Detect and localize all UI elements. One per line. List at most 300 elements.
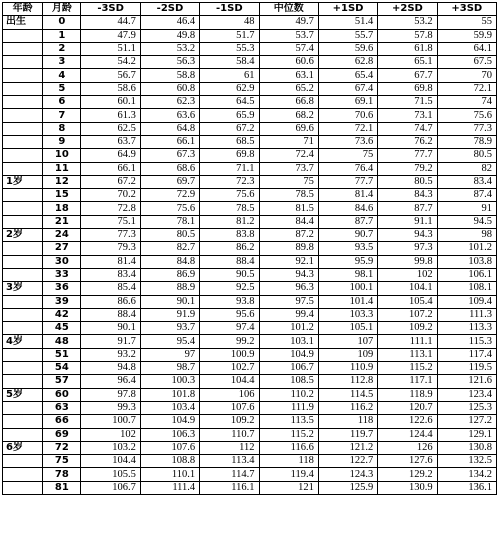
value-cell: 84.6 [318, 202, 377, 215]
value-cell: 106.1 [437, 268, 496, 281]
value-cell: 75.6 [140, 202, 199, 215]
value-cell: 56.3 [140, 56, 199, 69]
value-cell: 97.3 [378, 242, 437, 255]
value-cell: 46.4 [140, 16, 199, 29]
value-cell: 96.3 [259, 282, 318, 295]
value-cell: 125.3 [437, 401, 496, 414]
age-cell [3, 56, 43, 69]
value-cell: 106.7 [259, 362, 318, 375]
value-cell: 98.1 [318, 268, 377, 281]
table-row [3, 69, 497, 82]
value-cell: 86.2 [200, 242, 259, 255]
value-cell: 123.4 [437, 388, 496, 401]
value-cell: 75.6 [200, 189, 259, 202]
age-cell [3, 109, 43, 122]
value-cell: 112.8 [318, 375, 377, 388]
value-cell: 111.4 [140, 481, 199, 494]
value-cell: 104.4 [81, 455, 140, 468]
age-cell: 2岁 [3, 229, 43, 242]
header-minus-1sd: -1SD [200, 3, 259, 16]
value-cell: 60.1 [81, 96, 140, 109]
age-cell [3, 215, 43, 228]
value-cell: 75.6 [437, 109, 496, 122]
value-cell: 119.7 [318, 428, 377, 441]
month-cell: 69 [43, 428, 81, 441]
value-cell: 93.5 [318, 242, 377, 255]
value-cell: 93.8 [200, 295, 259, 308]
month-cell: 11 [43, 162, 81, 175]
header-plus-3sd: +3SD [437, 3, 496, 16]
value-cell: 106.7 [81, 481, 140, 494]
value-cell: 88.4 [81, 308, 140, 321]
age-cell: 6岁 [3, 441, 43, 454]
value-cell: 57.8 [378, 29, 437, 42]
value-cell: 72.1 [437, 82, 496, 95]
value-cell: 120.7 [378, 401, 437, 414]
age-cell [3, 362, 43, 375]
month-cell: 54 [43, 362, 81, 375]
value-cell: 99.8 [378, 255, 437, 268]
value-cell: 65.4 [318, 69, 377, 82]
value-cell: 92.5 [200, 282, 259, 295]
value-cell: 132.5 [437, 455, 496, 468]
value-cell: 72.1 [318, 122, 377, 135]
age-cell [3, 189, 43, 202]
value-cell: 69.1 [318, 96, 377, 109]
month-cell: 72 [43, 441, 81, 454]
value-cell: 77.7 [378, 149, 437, 162]
month-cell: 66 [43, 415, 81, 428]
value-cell: 48 [200, 16, 259, 29]
table-row [3, 268, 497, 281]
value-cell: 105.5 [81, 468, 140, 481]
month-cell: 63 [43, 401, 81, 414]
value-cell: 51.7 [200, 29, 259, 42]
age-cell [3, 162, 43, 175]
value-cell: 81.4 [81, 255, 140, 268]
value-cell: 103.8 [437, 255, 496, 268]
value-cell: 119.4 [259, 468, 318, 481]
value-cell: 105.4 [378, 295, 437, 308]
value-cell: 97.5 [259, 295, 318, 308]
value-cell: 75.1 [81, 215, 140, 228]
month-cell: 3 [43, 56, 81, 69]
value-cell: 64.9 [81, 149, 140, 162]
value-cell: 95.4 [140, 335, 199, 348]
value-cell: 99.2 [200, 335, 259, 348]
value-cell: 83.4 [437, 175, 496, 188]
table-row [3, 255, 497, 268]
value-cell: 101.4 [318, 295, 377, 308]
value-cell: 70.6 [318, 109, 377, 122]
table-row [3, 348, 497, 361]
value-cell: 110.2 [259, 388, 318, 401]
value-cell: 104.4 [200, 375, 259, 388]
table-row [3, 295, 497, 308]
value-cell: 134.2 [437, 468, 496, 481]
value-cell: 73.6 [318, 135, 377, 148]
value-cell: 73.7 [259, 162, 318, 175]
age-cell [3, 455, 43, 468]
value-cell: 127.2 [437, 415, 496, 428]
value-cell: 80.5 [140, 229, 199, 242]
value-cell: 77.3 [81, 229, 140, 242]
value-cell: 100.7 [81, 415, 140, 428]
age-cell [3, 149, 43, 162]
table-row [3, 415, 497, 428]
table-row [3, 162, 497, 175]
value-cell: 87.7 [318, 215, 377, 228]
value-cell: 44.7 [81, 16, 140, 29]
value-cell: 67.2 [81, 175, 140, 188]
month-cell: 51 [43, 348, 81, 361]
value-cell: 103.1 [259, 335, 318, 348]
month-cell: 45 [43, 322, 81, 335]
value-cell: 107.6 [200, 401, 259, 414]
value-cell: 81.2 [200, 215, 259, 228]
value-cell: 92.1 [259, 255, 318, 268]
table-row [3, 242, 497, 255]
month-cell: 78 [43, 468, 81, 481]
value-cell: 84.8 [140, 255, 199, 268]
value-cell: 116.6 [259, 441, 318, 454]
value-cell: 122.7 [318, 455, 377, 468]
value-cell: 90.1 [140, 295, 199, 308]
value-cell: 69.7 [140, 175, 199, 188]
value-cell: 105.1 [318, 322, 377, 335]
table-row [3, 468, 497, 481]
value-cell: 83.8 [200, 229, 259, 242]
value-cell: 107.6 [140, 441, 199, 454]
value-cell: 64.1 [437, 42, 496, 55]
value-cell: 88.4 [200, 255, 259, 268]
value-cell: 61 [200, 69, 259, 82]
value-cell: 112 [200, 441, 259, 454]
table-row [3, 455, 497, 468]
value-cell: 87.2 [259, 229, 318, 242]
value-cell: 65.1 [378, 56, 437, 69]
value-cell: 76.2 [378, 135, 437, 148]
value-cell: 70.2 [81, 189, 140, 202]
value-cell: 49.8 [140, 29, 199, 42]
month-cell: 24 [43, 229, 81, 242]
value-cell: 115.2 [378, 362, 437, 375]
month-cell: 10 [43, 149, 81, 162]
age-cell [3, 96, 43, 109]
value-cell: 85.4 [81, 282, 140, 295]
value-cell: 100.1 [318, 282, 377, 295]
age-cell: 1岁 [3, 175, 43, 188]
value-cell: 69.8 [378, 82, 437, 95]
value-cell: 130.9 [378, 481, 437, 494]
month-cell: 36 [43, 282, 81, 295]
value-cell: 94.3 [259, 268, 318, 281]
table-row [3, 362, 497, 375]
header-plus-2sd: +2SD [378, 3, 437, 16]
value-cell: 104.9 [259, 348, 318, 361]
value-cell: 111.9 [259, 401, 318, 414]
value-cell: 51.1 [81, 42, 140, 55]
value-cell: 64.5 [200, 96, 259, 109]
table-row [3, 135, 497, 148]
value-cell: 61.8 [378, 42, 437, 55]
value-cell: 94.5 [437, 215, 496, 228]
value-cell: 53.7 [259, 29, 318, 42]
value-cell: 111.3 [437, 308, 496, 321]
table-row [3, 189, 497, 202]
value-cell: 90.7 [318, 229, 377, 242]
value-cell: 79.2 [378, 162, 437, 175]
value-cell: 109.2 [378, 322, 437, 335]
table-row [3, 82, 497, 95]
value-cell: 109 [318, 348, 377, 361]
value-cell: 124.3 [318, 468, 377, 481]
value-cell: 106 [200, 388, 259, 401]
value-cell: 81.4 [318, 189, 377, 202]
value-cell: 115.2 [259, 428, 318, 441]
value-cell: 64.8 [140, 122, 199, 135]
month-cell: 18 [43, 202, 81, 215]
value-cell: 67.3 [140, 149, 199, 162]
value-cell: 60.8 [140, 82, 199, 95]
age-cell [3, 122, 43, 135]
value-cell: 86.6 [81, 295, 140, 308]
age-cell [3, 29, 43, 42]
age-cell: 出生 [3, 16, 43, 29]
value-cell: 82 [437, 162, 496, 175]
value-cell: 99.4 [259, 308, 318, 321]
value-cell: 63.6 [140, 109, 199, 122]
month-cell: 4 [43, 69, 81, 82]
value-cell: 91 [437, 202, 496, 215]
month-cell: 81 [43, 481, 81, 494]
value-cell: 110.9 [318, 362, 377, 375]
value-cell: 97.8 [81, 388, 140, 401]
value-cell: 93.2 [81, 348, 140, 361]
header-median: 中位数 [259, 3, 318, 16]
value-cell: 110.7 [200, 428, 259, 441]
value-cell: 63.7 [81, 135, 140, 148]
value-cell: 51.4 [318, 16, 377, 29]
value-cell: 47.9 [81, 29, 140, 42]
header-month: 月龄 [43, 3, 81, 16]
value-cell: 129.2 [378, 468, 437, 481]
table-row [3, 308, 497, 321]
table-row [3, 229, 497, 242]
value-cell: 67.7 [378, 69, 437, 82]
value-cell: 61.3 [81, 109, 140, 122]
value-cell: 119.5 [437, 362, 496, 375]
value-cell: 89.8 [259, 242, 318, 255]
value-cell: 101.2 [259, 322, 318, 335]
age-cell: 5岁 [3, 388, 43, 401]
value-cell: 72.3 [200, 175, 259, 188]
value-cell: 117.4 [437, 348, 496, 361]
value-cell: 59.9 [437, 29, 496, 42]
value-cell: 76.4 [318, 162, 377, 175]
value-cell: 125.9 [318, 481, 377, 494]
age-cell [3, 295, 43, 308]
value-cell: 77.3 [437, 122, 496, 135]
value-cell: 93.7 [140, 322, 199, 335]
table-row [3, 56, 497, 69]
value-cell: 65.2 [259, 82, 318, 95]
value-cell: 113.4 [200, 455, 259, 468]
value-cell: 74.7 [378, 122, 437, 135]
month-cell: 0 [43, 16, 81, 29]
value-cell: 100.9 [200, 348, 259, 361]
table-row [3, 42, 497, 55]
table-row [3, 388, 497, 401]
value-cell: 100.3 [140, 375, 199, 388]
month-cell: 27 [43, 242, 81, 255]
value-cell: 130.8 [437, 441, 496, 454]
value-cell: 113.3 [437, 322, 496, 335]
value-cell: 78.1 [140, 215, 199, 228]
table-row [3, 335, 497, 348]
age-cell [3, 135, 43, 148]
value-cell: 129.1 [437, 428, 496, 441]
value-cell: 55.3 [200, 42, 259, 55]
value-cell: 102 [81, 428, 140, 441]
age-cell [3, 375, 43, 388]
month-cell: 60 [43, 388, 81, 401]
table-row [3, 401, 497, 414]
table-row [3, 441, 497, 454]
value-cell: 58.6 [81, 82, 140, 95]
value-cell: 94.3 [378, 229, 437, 242]
value-cell: 91.1 [378, 215, 437, 228]
age-cell [3, 415, 43, 428]
value-cell: 70 [437, 69, 496, 82]
value-cell: 59.6 [318, 42, 377, 55]
value-cell: 121.6 [437, 375, 496, 388]
table-row [3, 96, 497, 109]
value-cell: 90.5 [200, 268, 259, 281]
age-cell: 3岁 [3, 282, 43, 295]
value-cell: 104.1 [378, 282, 437, 295]
value-cell: 109.2 [200, 415, 259, 428]
table-row [3, 202, 497, 215]
age-cell [3, 322, 43, 335]
value-cell: 66.1 [81, 162, 140, 175]
value-cell: 67.4 [318, 82, 377, 95]
value-cell: 78.5 [259, 189, 318, 202]
header-minus-2sd: -2SD [140, 3, 199, 16]
value-cell: 109.4 [437, 295, 496, 308]
value-cell: 54.2 [81, 56, 140, 69]
table-row [3, 109, 497, 122]
age-cell [3, 481, 43, 494]
table-row [3, 149, 497, 162]
value-cell: 114.5 [318, 388, 377, 401]
value-cell: 87.7 [378, 202, 437, 215]
header-age: 年龄 [3, 3, 43, 16]
value-cell: 96.4 [81, 375, 140, 388]
age-cell [3, 82, 43, 95]
value-cell: 86.9 [140, 268, 199, 281]
value-cell: 49.7 [259, 16, 318, 29]
value-cell: 101.8 [140, 388, 199, 401]
value-cell: 72.4 [259, 149, 318, 162]
value-cell: 116.1 [200, 481, 259, 494]
value-cell: 94.8 [81, 362, 140, 375]
table-body [3, 16, 497, 495]
month-cell: 15 [43, 189, 81, 202]
value-cell: 107 [318, 335, 377, 348]
value-cell: 58.8 [140, 69, 199, 82]
growth-standard-table [2, 2, 497, 495]
table-row [3, 375, 497, 388]
value-cell: 101.2 [437, 242, 496, 255]
month-cell: 33 [43, 268, 81, 281]
value-cell: 65.9 [200, 109, 259, 122]
value-cell: 90.1 [81, 322, 140, 335]
value-cell: 78.9 [437, 135, 496, 148]
value-cell: 88.9 [140, 282, 199, 295]
value-cell: 57.4 [259, 42, 318, 55]
value-cell: 67.2 [200, 122, 259, 135]
value-cell: 73.1 [378, 109, 437, 122]
value-cell: 81.5 [259, 202, 318, 215]
value-cell: 103.3 [318, 308, 377, 321]
value-cell: 98.7 [140, 362, 199, 375]
header-row [3, 3, 497, 16]
value-cell: 78.5 [200, 202, 259, 215]
month-cell: 75 [43, 455, 81, 468]
month-cell: 8 [43, 122, 81, 135]
value-cell: 60.6 [259, 56, 318, 69]
value-cell: 68.2 [259, 109, 318, 122]
age-cell [3, 202, 43, 215]
value-cell: 99.3 [81, 401, 140, 414]
value-cell: 80.5 [378, 175, 437, 188]
value-cell: 56.7 [81, 69, 140, 82]
value-cell: 91.7 [81, 335, 140, 348]
value-cell: 83.4 [81, 268, 140, 281]
value-cell: 84.4 [259, 215, 318, 228]
value-cell: 71 [259, 135, 318, 148]
value-cell: 103.2 [81, 441, 140, 454]
value-cell: 69.6 [259, 122, 318, 135]
value-cell: 72.8 [81, 202, 140, 215]
value-cell: 110.1 [140, 468, 199, 481]
value-cell: 74 [437, 96, 496, 109]
value-cell: 118 [318, 415, 377, 428]
value-cell: 113.5 [259, 415, 318, 428]
value-cell: 68.5 [200, 135, 259, 148]
value-cell: 115.3 [437, 335, 496, 348]
value-cell: 66.8 [259, 96, 318, 109]
table-row [3, 215, 497, 228]
value-cell: 58.4 [200, 56, 259, 69]
value-cell: 75 [259, 175, 318, 188]
month-cell: 9 [43, 135, 81, 148]
value-cell: 124.4 [378, 428, 437, 441]
age-cell [3, 242, 43, 255]
value-cell: 122.6 [378, 415, 437, 428]
table-row [3, 322, 497, 335]
header-plus-1sd: +1SD [318, 3, 377, 16]
value-cell: 69.8 [200, 149, 259, 162]
value-cell: 53.2 [378, 16, 437, 29]
value-cell: 108.1 [437, 282, 496, 295]
value-cell: 102.7 [200, 362, 259, 375]
value-cell: 106.3 [140, 428, 199, 441]
value-cell: 53.2 [140, 42, 199, 55]
value-cell: 67.5 [437, 56, 496, 69]
age-cell [3, 69, 43, 82]
